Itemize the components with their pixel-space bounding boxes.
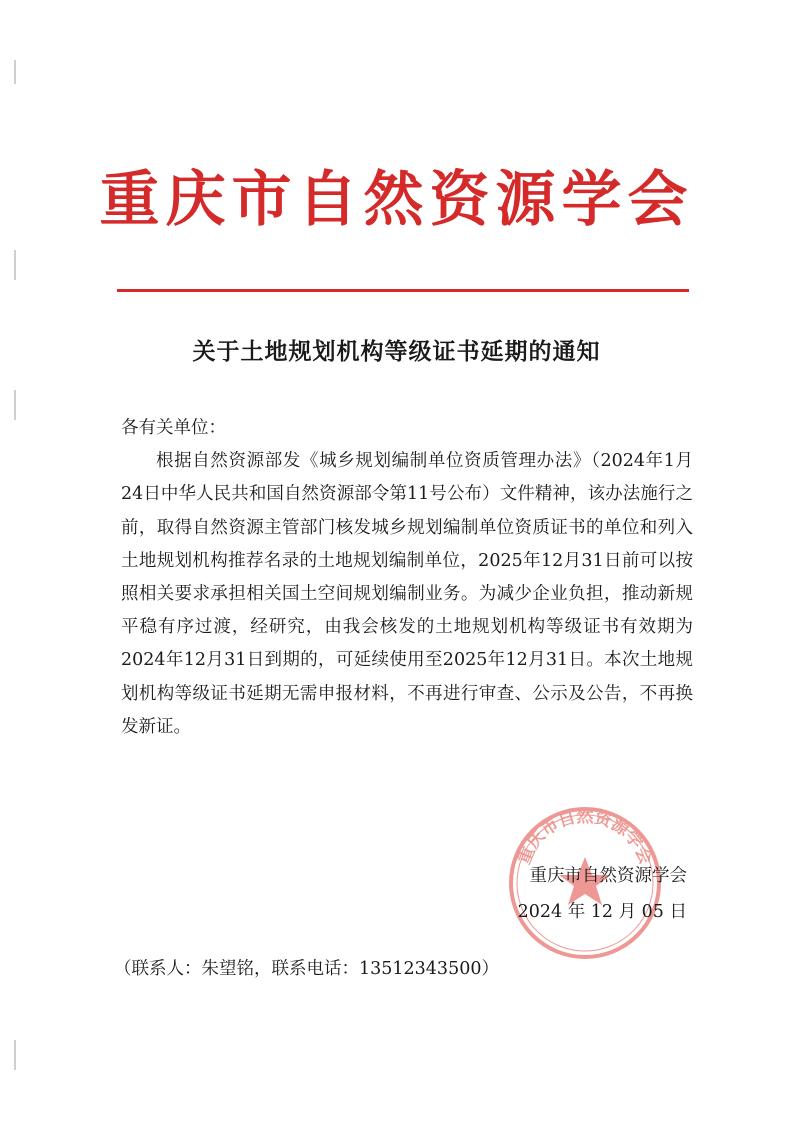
svg-text:重庆市自然资源学会: 重庆市自然资源学会 [514, 806, 656, 868]
contact-info: （联系人：朱望铭，联系电话：13512343500） [114, 959, 499, 979]
letterhead-divider [117, 289, 689, 292]
org-letterhead: 重庆市自然资源学会 [99, 165, 694, 235]
salutation: 各有关单位： [121, 418, 226, 438]
signature-org: 重庆市自然资源学会 [529, 866, 687, 886]
scan-edge-mark [14, 1040, 16, 1070]
scan-edge-mark [14, 60, 16, 84]
scan-edge-mark [14, 390, 16, 420]
notice-body [121, 412, 693, 744]
notice-paragraph: 根据自然资源部发《城乡规划编制单位资质管理办法》（2024年1月24日中华人民共和国自然资源部令第11号公布）文件精神，该办法施行之前，取得自然资源主管部门核发城乡规划编制单位资质证书的单位和列入土地规划机构推荐名录的土地规划编制单位，2025年12月31日前可以按照相关要求承担相关国土空间规划编制业务。为减少企业负担，推动新规平稳有序过渡，经研究，由我会核发的土地规划机构等级证书有效期为2024年12月31日到期的，可延续使用至2025年12月31日。本次土地规划机构等级证书延期无需申报材料，不再进行审查、公示及公告，不再换发新证。 [121, 451, 693, 737]
scan-edge-mark [14, 250, 16, 280]
signature-date: 2024 年 12 月 05 日 [517, 902, 687, 922]
notice-title: 关于土地规划机构等级证书延期的通知 [192, 338, 601, 365]
